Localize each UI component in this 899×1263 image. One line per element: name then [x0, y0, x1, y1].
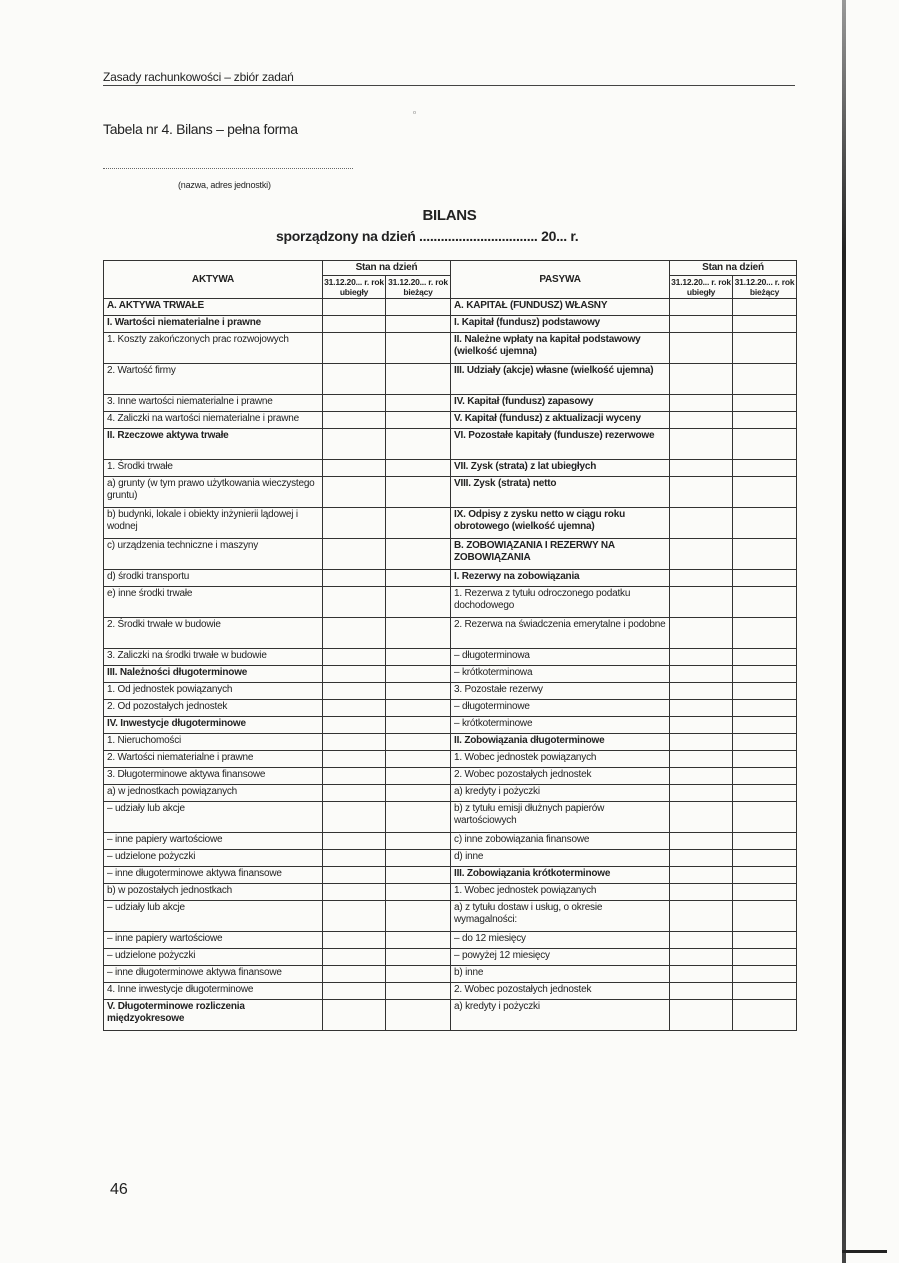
header-divider	[103, 85, 795, 86]
aktywa-prev-value	[323, 539, 386, 570]
table-row	[104, 768, 797, 785]
table-row	[104, 460, 797, 477]
pasywa-item: II. Zobowiązania długoterminowe	[451, 734, 670, 751]
pasywa-item: IV. Kapitał (fundusz) zapasowy	[451, 395, 670, 412]
pasywa-curr-value	[733, 477, 797, 508]
table-row	[104, 477, 797, 508]
aktywa-curr-value	[386, 983, 451, 1000]
aktywa-item: – udziały lub akcje	[104, 901, 323, 932]
aktywa-item: 2. Wartość firmy	[104, 364, 323, 395]
pasywa-prev-value	[670, 884, 733, 901]
table-row	[104, 364, 797, 395]
aktywa-item: II. Rzeczowe aktywa trwałe	[104, 429, 323, 460]
aktywa-curr-value	[386, 539, 451, 570]
aktywa-item: 3. Inne wartości niematerialne i prawne	[104, 395, 323, 412]
pasywa-item: – długoterminowe	[451, 700, 670, 717]
aktywa-curr-value	[386, 850, 451, 867]
table-row	[104, 802, 797, 833]
table-row	[104, 429, 797, 460]
pasywa-curr-value	[733, 932, 797, 949]
pasywa-curr-value	[733, 316, 797, 333]
page-edge-shadow	[842, 0, 846, 1263]
pasywa-item: III. Zobowiązania krótkoterminowe	[451, 867, 670, 884]
aktywa-item: – udzielone pożyczki	[104, 949, 323, 966]
aktywa-prev-value	[323, 717, 386, 734]
aktywa-prev-value	[323, 477, 386, 508]
running-header: Zasady rachunkowości – zbiór zadań	[103, 70, 294, 84]
aktywa-curr-value	[386, 587, 451, 618]
pasywa-item: III. Udziały (akcje) własne (wielkość ujemna)	[451, 364, 670, 395]
page-number: 46	[110, 1181, 128, 1198]
pasywa-prev-value	[670, 649, 733, 666]
aktywa-prev-value	[323, 460, 386, 477]
pasywa-item: IX. Odpisy z zysku netto w ciągu roku obrotowego (wielkość ujemna)	[451, 508, 670, 539]
table-row	[104, 508, 797, 539]
aktywa-prev-value	[323, 618, 386, 649]
aktywa-prev-value	[323, 983, 386, 1000]
pasywa-col-curr: 31.12.20... r. rok bieżący	[733, 276, 797, 299]
table-row	[104, 618, 797, 649]
entity-name-line	[103, 160, 353, 169]
aktywa-curr-value	[386, 867, 451, 884]
pasywa-prev-value	[670, 932, 733, 949]
pasywa-item: a) z tytułu dostaw i usług, o okresie wymagalności:	[451, 901, 670, 932]
pasywa-curr-value	[733, 649, 797, 666]
pasywa-prev-value	[670, 333, 733, 364]
aktywa-item: 2. Od pozostałych jednostek	[104, 700, 323, 717]
pasywa-prev-value	[670, 618, 733, 649]
pasywa-item: VIII. Zysk (strata) netto	[451, 477, 670, 508]
pasywa-curr-value	[733, 850, 797, 867]
aktywa-curr-value	[386, 618, 451, 649]
page-edge-foot	[842, 1250, 887, 1253]
pasywa-curr-value	[733, 570, 797, 587]
pasywa-item: 1. Rezerwa z tytułu odroczonego podatku dochodowego	[451, 587, 670, 618]
pasywa-prev-value	[670, 700, 733, 717]
aktywa-item: IV. Inwestycje długoterminowe	[104, 717, 323, 734]
aktywa-item: c) urządzenia techniczne i maszyny	[104, 539, 323, 570]
pasywa-curr-value	[733, 966, 797, 983]
aktywa-item: d) środki transportu	[104, 570, 323, 587]
table-row	[104, 700, 797, 717]
aktywa-item: – inne długoterminowe aktywa finansowe	[104, 867, 323, 884]
document-title: BILANS	[422, 207, 477, 224]
pasywa-curr-value	[733, 983, 797, 1000]
aktywa-prev-value	[323, 649, 386, 666]
aktywa-prev-value	[323, 949, 386, 966]
pasywa-curr-value	[733, 717, 797, 734]
aktywa-item: 4. Zaliczki na wartości niematerialne i prawne	[104, 412, 323, 429]
table-row	[104, 932, 797, 949]
aktywa-curr-value	[386, 768, 451, 785]
pasywa-curr-value	[733, 364, 797, 395]
pasywa-curr-value	[733, 333, 797, 364]
pasywa-curr-value	[733, 666, 797, 683]
table-row	[104, 333, 797, 364]
pasywa-curr-value	[733, 395, 797, 412]
aktywa-prev-value	[323, 429, 386, 460]
aktywa-curr-value	[386, 364, 451, 395]
pasywa-prev-value	[670, 768, 733, 785]
aktywa-item: e) inne środki trwałe	[104, 587, 323, 618]
aktywa-prev-value	[323, 508, 386, 539]
table-row	[104, 850, 797, 867]
pasywa-prev-value	[670, 429, 733, 460]
table-row	[104, 833, 797, 850]
aktywa-prev-value	[323, 299, 386, 316]
pasywa-curr-value	[733, 508, 797, 539]
pasywa-item: – do 12 miesięcy	[451, 932, 670, 949]
table-row	[104, 717, 797, 734]
aktywa-item: a) grunty (w tym prawo użytkowania wieczystego gruntu)	[104, 477, 323, 508]
aktywa-curr-value	[386, 949, 451, 966]
pasywa-curr-value	[733, 867, 797, 884]
table-row	[104, 666, 797, 683]
table-row	[104, 412, 797, 429]
aktywa-curr-value	[386, 700, 451, 717]
document-subtitle: sporządzony na dzień ................................. 20... r.	[276, 228, 579, 244]
pasywa-curr-value	[733, 587, 797, 618]
aktywa-prev-value	[323, 850, 386, 867]
aktywa-curr-value	[386, 460, 451, 477]
pasywa-item: I. Rezerwy na zobowiązania	[451, 570, 670, 587]
aktywa-prev-value	[323, 785, 386, 802]
pasywa-item: – powyżej 12 miesięcy	[451, 949, 670, 966]
table-row	[104, 587, 797, 618]
pasywa-curr-value	[733, 802, 797, 833]
aktywa-curr-value	[386, 508, 451, 539]
aktywa-curr-value	[386, 1000, 451, 1031]
table-row	[104, 316, 797, 333]
pasywa-curr-value	[733, 412, 797, 429]
table-row	[104, 785, 797, 802]
table-row	[104, 683, 797, 700]
aktywa-item: 3. Zaliczki na środki trwałe w budowie	[104, 649, 323, 666]
table-row	[104, 734, 797, 751]
aktywa-prev-value	[323, 833, 386, 850]
aktywa-item: 1. Środki trwałe	[104, 460, 323, 477]
pasywa-prev-value	[670, 867, 733, 884]
pasywa-item: b) z tytułu emisji dłużnych papierów wartościowych	[451, 802, 670, 833]
pasywa-item: 3. Pozostałe rezerwy	[451, 683, 670, 700]
pasywa-prev-value	[670, 299, 733, 316]
pasywa-curr-value	[733, 700, 797, 717]
aktywa-prev-value	[323, 751, 386, 768]
aktywa-item: III. Należności długoterminowe	[104, 666, 323, 683]
aktywa-curr-value	[386, 649, 451, 666]
pasywa-item: 2. Rezerwa na świadczenia emerytalne i podobne	[451, 618, 670, 649]
balance-sheet-table	[103, 260, 797, 1031]
aktywa-curr-value	[386, 884, 451, 901]
pasywa-prev-value	[670, 316, 733, 333]
aktywa-curr-value	[386, 802, 451, 833]
aktywa-curr-value	[386, 412, 451, 429]
aktywa-prev-value	[323, 734, 386, 751]
aktywa-prev-value	[323, 867, 386, 884]
entity-name-label: (nazwa, adres jednostki)	[178, 180, 271, 190]
aktywa-curr-value	[386, 666, 451, 683]
aktywa-prev-value	[323, 802, 386, 833]
aktywa-curr-value	[386, 477, 451, 508]
pasywa-curr-value	[733, 884, 797, 901]
aktywa-item: 1. Koszty zakończonych prac rozwojowych	[104, 333, 323, 364]
pasywa-prev-value	[670, 717, 733, 734]
pasywa-item: V. Kapitał (fundusz) z aktualizacji wyceny	[451, 412, 670, 429]
table-row	[104, 570, 797, 587]
pasywa-prev-value	[670, 460, 733, 477]
aktywa-item: – inne papiery wartościowe	[104, 932, 323, 949]
aktywa-item: – udziały lub akcje	[104, 802, 323, 833]
aktywa-item: 2. Środki trwałe w budowie	[104, 618, 323, 649]
table-row	[104, 751, 797, 768]
aktywa-item: 2. Wartości niematerialne i prawne	[104, 751, 323, 768]
pasywa-prev-value	[670, 850, 733, 867]
pasywa-curr-value	[733, 734, 797, 751]
pasywa-curr-value	[733, 833, 797, 850]
pasywa-prev-value	[670, 785, 733, 802]
aktywa-item: 1. Od jednostek powiązanych	[104, 683, 323, 700]
pasywa-prev-value	[670, 683, 733, 700]
pasywa-curr-value	[733, 901, 797, 932]
pasywa-prev-value	[670, 412, 733, 429]
aktywa-stan-header: Stan na dzień	[323, 261, 451, 276]
aktywa-prev-value	[323, 570, 386, 587]
pasywa-prev-value	[670, 966, 733, 983]
aktywa-col-prev: 31.12.20... r. rok ubiegły	[324, 277, 384, 297]
table-row	[104, 884, 797, 901]
aktywa-item: 1. Nieruchomości	[104, 734, 323, 751]
pasywa-prev-value	[670, 539, 733, 570]
aktywa-curr-value	[386, 333, 451, 364]
aktywa-item: A. AKTYWA TRWAŁE	[104, 299, 323, 316]
table-row	[104, 949, 797, 966]
pasywa-item: – krótkoterminowe	[451, 717, 670, 734]
pasywa-curr-value	[733, 785, 797, 802]
table-row	[104, 395, 797, 412]
aktywa-item: – udzielone pożyczki	[104, 850, 323, 867]
pasywa-item: A. KAPITAŁ (FUNDUSZ) WŁASNY	[451, 299, 670, 316]
pasywa-curr-value	[733, 768, 797, 785]
aktywa-curr-value	[386, 429, 451, 460]
pasywa-stan-header: Stan na dzień	[670, 261, 797, 276]
aktywa-curr-value	[386, 751, 451, 768]
pasywa-curr-value	[733, 949, 797, 966]
pasywa-item: VII. Zysk (strata) z lat ubiegłych	[451, 460, 670, 477]
pasywa-item: c) inne zobowiązania finansowe	[451, 833, 670, 850]
pasywa-prev-value	[670, 901, 733, 932]
aktywa-prev-value	[323, 412, 386, 429]
pasywa-prev-value	[670, 983, 733, 1000]
aktywa-prev-value	[323, 901, 386, 932]
aktywa-prev-value	[323, 1000, 386, 1031]
aktywa-curr-value	[386, 785, 451, 802]
table-row	[104, 966, 797, 983]
aktywa-item: a) w jednostkach powiązanych	[104, 785, 323, 802]
aktywa-prev-value	[323, 932, 386, 949]
pasywa-item: b) inne	[451, 966, 670, 983]
pasywa-curr-value	[733, 299, 797, 316]
aktywa-prev-value	[323, 700, 386, 717]
pasywa-curr-value	[733, 751, 797, 768]
pasywa-item: a) kredyty i pożyczki	[451, 785, 670, 802]
pasywa-item: 2. Wobec pozostałych jednostek	[451, 983, 670, 1000]
aktywa-prev-value	[323, 666, 386, 683]
table-row	[104, 867, 797, 884]
aktywa-item: I. Wartości niematerialne i prawne	[104, 316, 323, 333]
aktywa-curr-value	[386, 932, 451, 949]
aktywa-item: b) budynki, lokale i obiekty inżynierii lądowej i wodnej	[104, 508, 323, 539]
aktywa-curr-value	[386, 316, 451, 333]
aktywa-prev-value	[323, 884, 386, 901]
pasywa-prev-value	[670, 802, 733, 833]
aktywa-prev-value	[323, 333, 386, 364]
table-row	[104, 901, 797, 932]
pasywa-prev-value	[670, 1000, 733, 1031]
aktywa-curr-value	[386, 683, 451, 700]
pasywa-item: a) kredyty i pożyczki	[451, 1000, 670, 1031]
pasywa-prev-value	[670, 477, 733, 508]
table-caption: Tabela nr 4. Bilans – pełna forma	[103, 121, 298, 137]
aktywa-prev-value	[323, 683, 386, 700]
aktywa-item: b) w pozostałych jednostkach	[104, 884, 323, 901]
table-row	[104, 1000, 797, 1031]
aktywa-item: – inne papiery wartościowe	[104, 833, 323, 850]
aktywa-item: 3. Długoterminowe aktywa finansowe	[104, 768, 323, 785]
table-row	[104, 983, 797, 1000]
pasywa-item: I. Kapitał (fundusz) podstawowy	[451, 316, 670, 333]
scan-mark: ᵒ	[413, 109, 417, 118]
pasywa-curr-value	[733, 429, 797, 460]
aktywa-prev-value	[323, 364, 386, 395]
aktywa-curr-value	[386, 395, 451, 412]
pasywa-curr-value	[733, 539, 797, 570]
aktywa-curr-value	[386, 570, 451, 587]
pasywa-curr-value	[733, 683, 797, 700]
pasywa-item: II. Należne wpłaty na kapitał podstawowy (wielkość ujemna)	[451, 333, 670, 364]
pasywa-prev-value	[670, 949, 733, 966]
pasywa-prev-value	[670, 734, 733, 751]
aktywa-header: AKTYWA	[104, 261, 323, 299]
aktywa-item: 4. Inne inwestycje długoterminowe	[104, 983, 323, 1000]
pasywa-prev-value	[670, 751, 733, 768]
aktywa-item: – inne długoterminowe aktywa finansowe	[104, 966, 323, 983]
table-row	[104, 299, 797, 316]
pasywa-prev-value	[670, 364, 733, 395]
aktywa-curr-value	[386, 734, 451, 751]
pasywa-item: 1. Wobec jednostek powiązanych	[451, 751, 670, 768]
pasywa-curr-value	[733, 618, 797, 649]
table-row	[104, 649, 797, 666]
pasywa-prev-value	[670, 395, 733, 412]
aktywa-prev-value	[323, 768, 386, 785]
aktywa-prev-value	[323, 395, 386, 412]
pasywa-col-prev: 31.12.20... r. rok ubiegły	[671, 277, 731, 297]
pasywa-prev-value	[670, 587, 733, 618]
pasywa-item: B. ZOBOWIĄZANIA I REZERWY NA ZOBOWIĄZANIA	[451, 539, 670, 570]
aktywa-curr-value	[386, 717, 451, 734]
pasywa-prev-value	[670, 833, 733, 850]
pasywa-item: VI. Pozostałe kapitały (fundusze) rezerwowe	[451, 429, 670, 460]
pasywa-item: – krótkoterminowa	[451, 666, 670, 683]
table-row	[104, 539, 797, 570]
aktywa-item: V. Długoterminowe rozliczenia międzyokresowe	[104, 1000, 323, 1031]
pasywa-item: – długoterminowa	[451, 649, 670, 666]
pasywa-curr-value	[733, 1000, 797, 1031]
pasywa-prev-value	[670, 570, 733, 587]
aktywa-prev-value	[323, 316, 386, 333]
aktywa-col-curr: 31.12.20... r. rok bieżący	[386, 276, 451, 299]
aktywa-prev-value	[323, 966, 386, 983]
aktywa-curr-value	[386, 299, 451, 316]
pasywa-item: 1. Wobec jednostek powiązanych	[451, 884, 670, 901]
aktywa-curr-value	[386, 966, 451, 983]
aktywa-curr-value	[386, 901, 451, 932]
pasywa-item: d) inne	[451, 850, 670, 867]
pasywa-prev-value	[670, 508, 733, 539]
pasywa-curr-value	[733, 460, 797, 477]
aktywa-prev-value	[323, 587, 386, 618]
aktywa-curr-value	[386, 833, 451, 850]
pasywa-item: 2. Wobec pozostałych jednostek	[451, 768, 670, 785]
pasywa-header: PASYWA	[451, 261, 670, 299]
pasywa-prev-value	[670, 666, 733, 683]
